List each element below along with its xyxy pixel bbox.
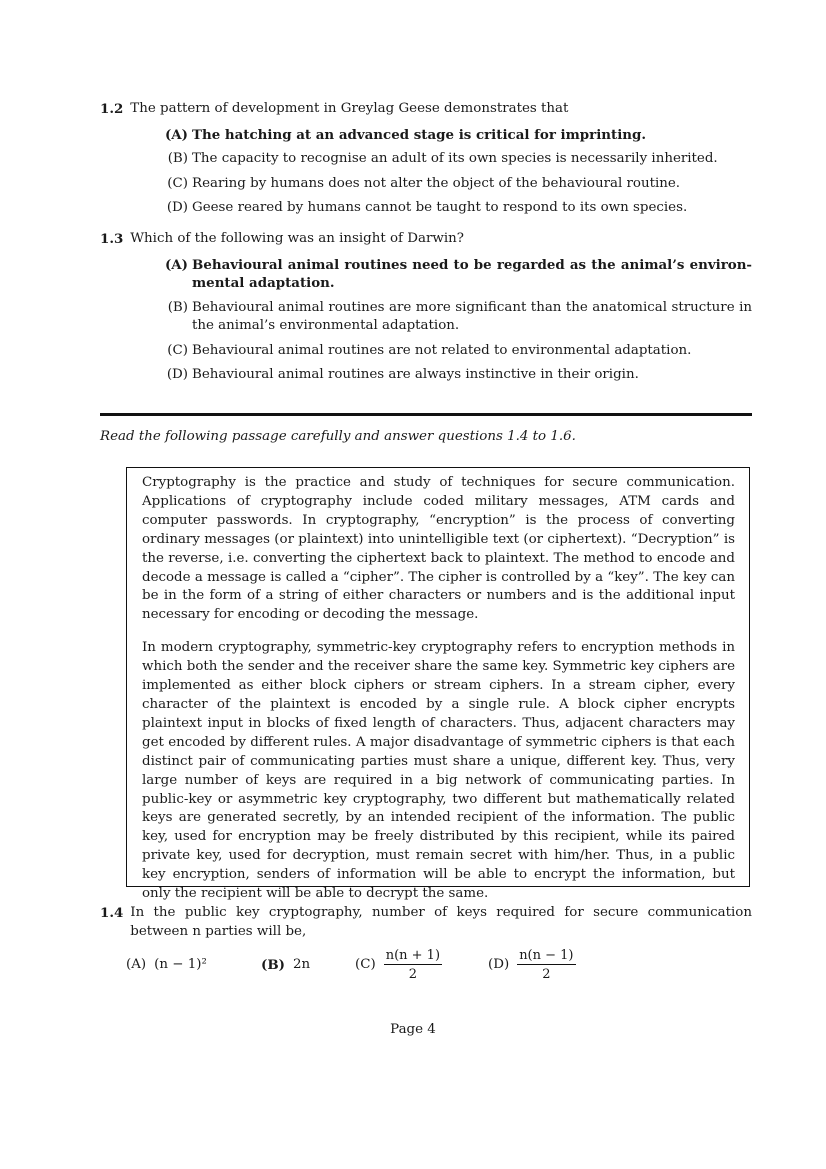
option-b: (B) 2n	[261, 956, 311, 973]
option-a: (A) Behavioural animal routines need to be regarded as the animal’s environ-mental adaptation.	[164, 256, 752, 291]
question-1-2	[100, 100, 752, 224]
question-stem: Which of the following was an insight of Darwin?	[130, 231, 464, 246]
option-d: (D) $\frac{n(n - 1)}{2}$	[488, 948, 574, 982]
question-1-3	[100, 230, 752, 391]
question-number: 1.3	[100, 231, 124, 247]
page-number: Page 4	[390, 1022, 436, 1037]
passage-instruction: Read the following passage carefully and answer questions 1.4 to 1.6.	[100, 429, 576, 444]
option-d: (D) Geese reared by humans cannot be taught to respond to its own species.	[166, 200, 688, 215]
option-c: (C) $\frac{n(n + 1)}{2}$	[355, 948, 441, 982]
option-c: (C) Rearing by humans does not alter the object of the behavioural routine.	[167, 175, 681, 191]
question-stem: In the public key cryptography, number of keys required for secure communication between n parties will be,	[130, 905, 752, 939]
question-stem: The pattern of development in Greylag Geese demonstrates that	[130, 101, 569, 116]
option-b: (B) The capacity to recognise an adult of its own species is necessarily inherited.	[167, 151, 718, 166]
question-1-4	[100, 904, 752, 941]
option-a: (A) The hatching at an advanced stage is critical for imprinting.	[164, 126, 647, 143]
option-expression: 2n	[293, 956, 311, 972]
option-a: (A) (n − 1)²	[126, 946, 207, 984]
question-number: 1.4	[100, 905, 124, 921]
option-b: (B) Behavioural animal routines are more significant than the anatomical structure in the animal’s environmental adaptation.	[167, 299, 752, 333]
option-c: (C) Behavioural animal routines are not related to environmental adaptation.	[167, 342, 692, 358]
question-number: 1.2	[100, 101, 124, 117]
answer-options-row	[126, 946, 626, 986]
fraction: $\frac{n(n - 1)}{2}$	[519, 948, 574, 982]
passage-paragraph-2: In modern cryptography, symmetric-key cryptography refers to encryption methods in which both the sender and the receiver share the same key. Symmetric key ciphers are implemented as either block ciphers or stream ciphers. In a stream cipher, every character of the plaintext is encoded by a single rule. A block cipher encrypts plaintext input in blocks of fixed length of characters. Thus, adjacent characters may get encoded by different rules. A major disadvantage of symmetric ciphers is that each distinct pair of communicating parties must share a unique, different key. Thus, very large number of keys are required in a big network of communicating parties. In public-key or asymmetric key cryptography, two different but mathematically related keys are generated secretly, by an intended recipient of the information. The public key, used for encryption may be freely distributed by this recipient, while its paired private key, used for decryption, must remain secret with him/her. Thus, in a public key encryption, senders of information will be able to encrypt the information, but only the recipient will be able to decrypt the same.	[142, 640, 736, 902]
option-d: (D) Behavioural animal routines are always instinctive in their origin.	[166, 367, 639, 382]
passage-box	[126, 467, 750, 902]
option-expression: (n − 1)²	[154, 956, 207, 972]
section-divider	[100, 413, 752, 416]
passage-paragraph-1: Cryptography is the practice and study of techniques for secure communication. Applications of cryptography include coded military messages, ATM cards and computer passwords. In cryptography, “encryption” is the process of converting ordinary messages (or plaintext) into unintelligible text (or ciphertext). “Decryption” is the reverse, i.e. converting the ciphertext back to plaintext. The method to encode and decode a message is called a “cipher”. The cipher is controlled by a “key”. The key can be in the form of a string of either characters or numbers and is the additional input necessary for encoding or decoding the message.	[142, 475, 735, 623]
fraction: $\frac{n(n + 1)}{2}$	[385, 948, 441, 982]
